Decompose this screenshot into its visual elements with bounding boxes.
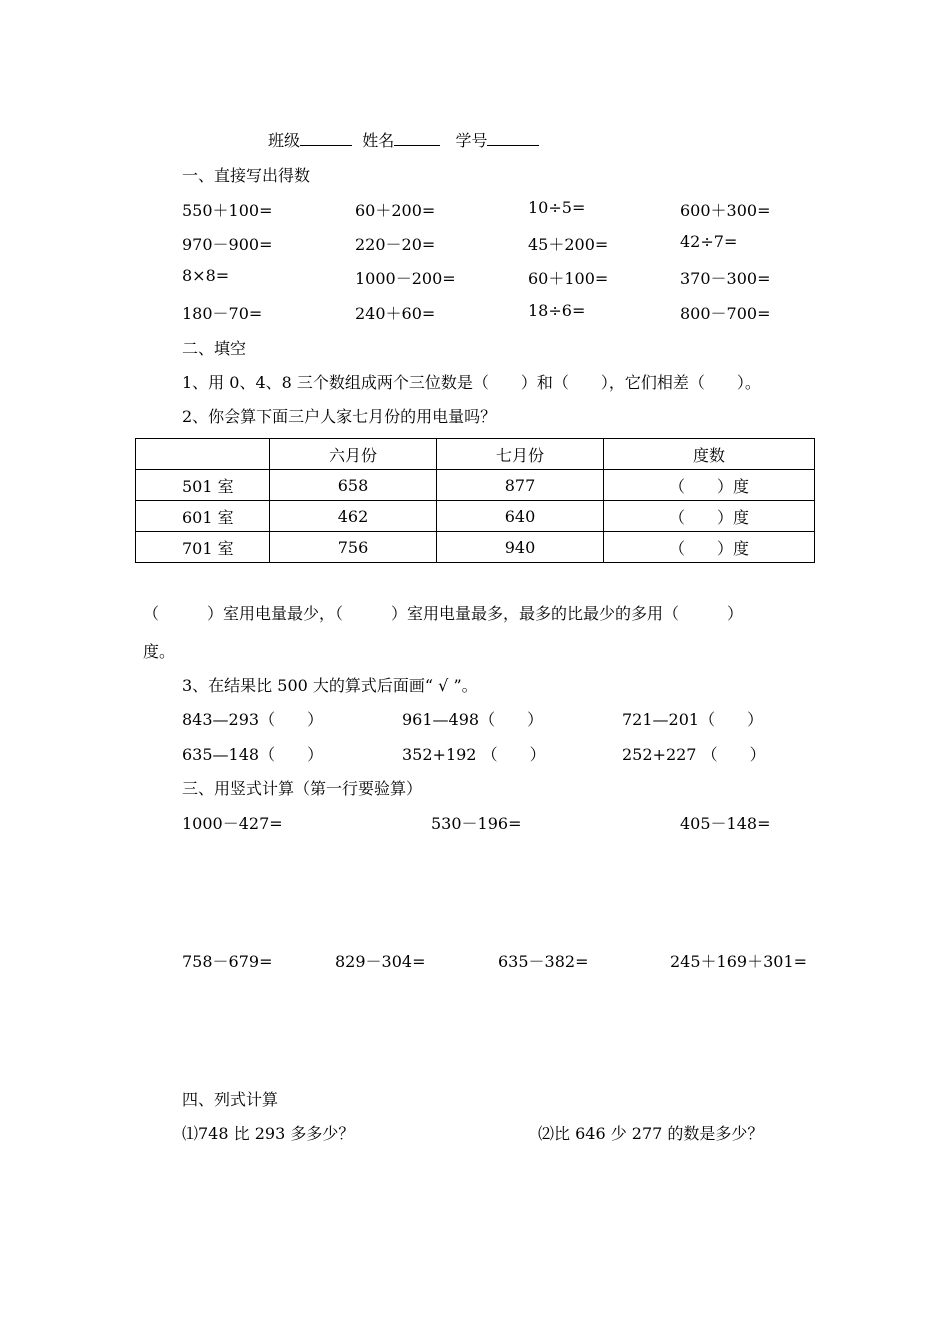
calc-item: 60＋200= (355, 201, 436, 220)
calc-item: 370－300= (680, 269, 771, 288)
table-row (136, 470, 815, 501)
check-item: 635—148（ ） (182, 745, 324, 764)
table-header-cell: 七月份 (437, 439, 604, 470)
table-header-cell (136, 439, 270, 470)
calc-item: 42÷7= (680, 232, 738, 251)
section2-title: 二、填空 (182, 339, 247, 358)
calc-item: 550＋100= (182, 201, 273, 220)
section4-title: 四、列式计算 (182, 1090, 279, 1109)
class-label: 班级 (268, 131, 301, 150)
word-problem-2: ⑵比 646 少 277 的数是多少？ (538, 1124, 764, 1143)
fill-question-3: 3、在结果比 500 大的算式后面画“ √ ”。 (182, 676, 478, 695)
id-blank[interactable] (487, 131, 539, 146)
calc-item: 60＋100= (528, 269, 609, 288)
check-item: 721—201（ ） (622, 710, 764, 729)
june-cell: 756 (270, 532, 437, 563)
table-header-row (136, 439, 815, 470)
check-item: 961—498（ ） (402, 710, 544, 729)
calc-item: 18÷6= (528, 301, 586, 320)
vertical-calc-item: 758－679= (182, 952, 273, 971)
calc-item: 240＋60= (355, 304, 436, 323)
room-cell: 601 室 (136, 501, 270, 532)
calc-item: 800－700= (680, 304, 771, 323)
calc-item: 600＋300= (680, 201, 771, 220)
june-cell: 462 (270, 501, 437, 532)
table-header-cell: 度数 (604, 439, 815, 470)
after-table-line-1: （ ）室用电量最少，（ ）室用电量最多，最多的比最少的多用（ ） (143, 604, 744, 623)
table-row (136, 532, 815, 563)
check-item: 252+227 （ ） (622, 745, 766, 764)
room-cell: 701 室 (136, 532, 270, 563)
june-cell: 658 (270, 470, 437, 501)
calc-item: 10÷5= (528, 198, 586, 217)
section1-title: 一、直接写出得数 (182, 166, 311, 185)
answer-cell[interactable]: （ ）度 (604, 470, 815, 501)
check-item: 352+192 （ ） (402, 745, 546, 764)
after-table-line-2: 度。 (143, 642, 176, 661)
fill-question-2: 2、你会算下面三户人家七月份的用电量吗？ (182, 407, 497, 426)
july-cell: 877 (437, 470, 604, 501)
class-blank[interactable] (300, 131, 352, 146)
room-cell: 501 室 (136, 470, 270, 501)
vertical-calc-item: 1000－427= (182, 814, 283, 833)
name-blank[interactable] (394, 131, 440, 146)
calc-item: 970－900= (182, 235, 273, 254)
table-row (136, 501, 815, 532)
july-cell: 940 (437, 532, 604, 563)
calc-item: 220－20= (355, 235, 436, 254)
name-label: 姓名 (362, 131, 395, 150)
table-header-cell: 六月份 (270, 439, 437, 470)
header-line (268, 128, 539, 151)
answer-cell[interactable]: （ ）度 (604, 532, 815, 563)
vertical-calc-item: 530－196= (431, 814, 522, 833)
vertical-calc-item: 829－304= (335, 952, 426, 971)
answer-cell[interactable]: （ ）度 (604, 501, 815, 532)
vertical-calc-item: 635－382= (498, 952, 589, 971)
id-label: 学号 (455, 131, 488, 150)
calc-item: 45＋200= (528, 235, 609, 254)
electricity-table (135, 438, 815, 563)
vertical-calc-item: 405－148= (680, 814, 771, 833)
word-problem-1: ⑴748 比 293 多多少？ (182, 1124, 355, 1143)
check-item: 843—293（ ） (182, 710, 324, 729)
calc-item: 1000－200= (355, 269, 456, 288)
calc-item: 8×8= (182, 266, 230, 285)
fill-question-1: 1、用 0、4、8 三个数组成两个三位数是（ ）和（ ），它们相差（ ）。 (182, 373, 761, 392)
july-cell: 640 (437, 501, 604, 532)
section3-title: 三、用竖式计算（第一行要验算） (182, 779, 423, 798)
calc-item: 180－70= (182, 304, 263, 323)
vertical-calc-item: 245＋169＋301= (670, 952, 808, 971)
